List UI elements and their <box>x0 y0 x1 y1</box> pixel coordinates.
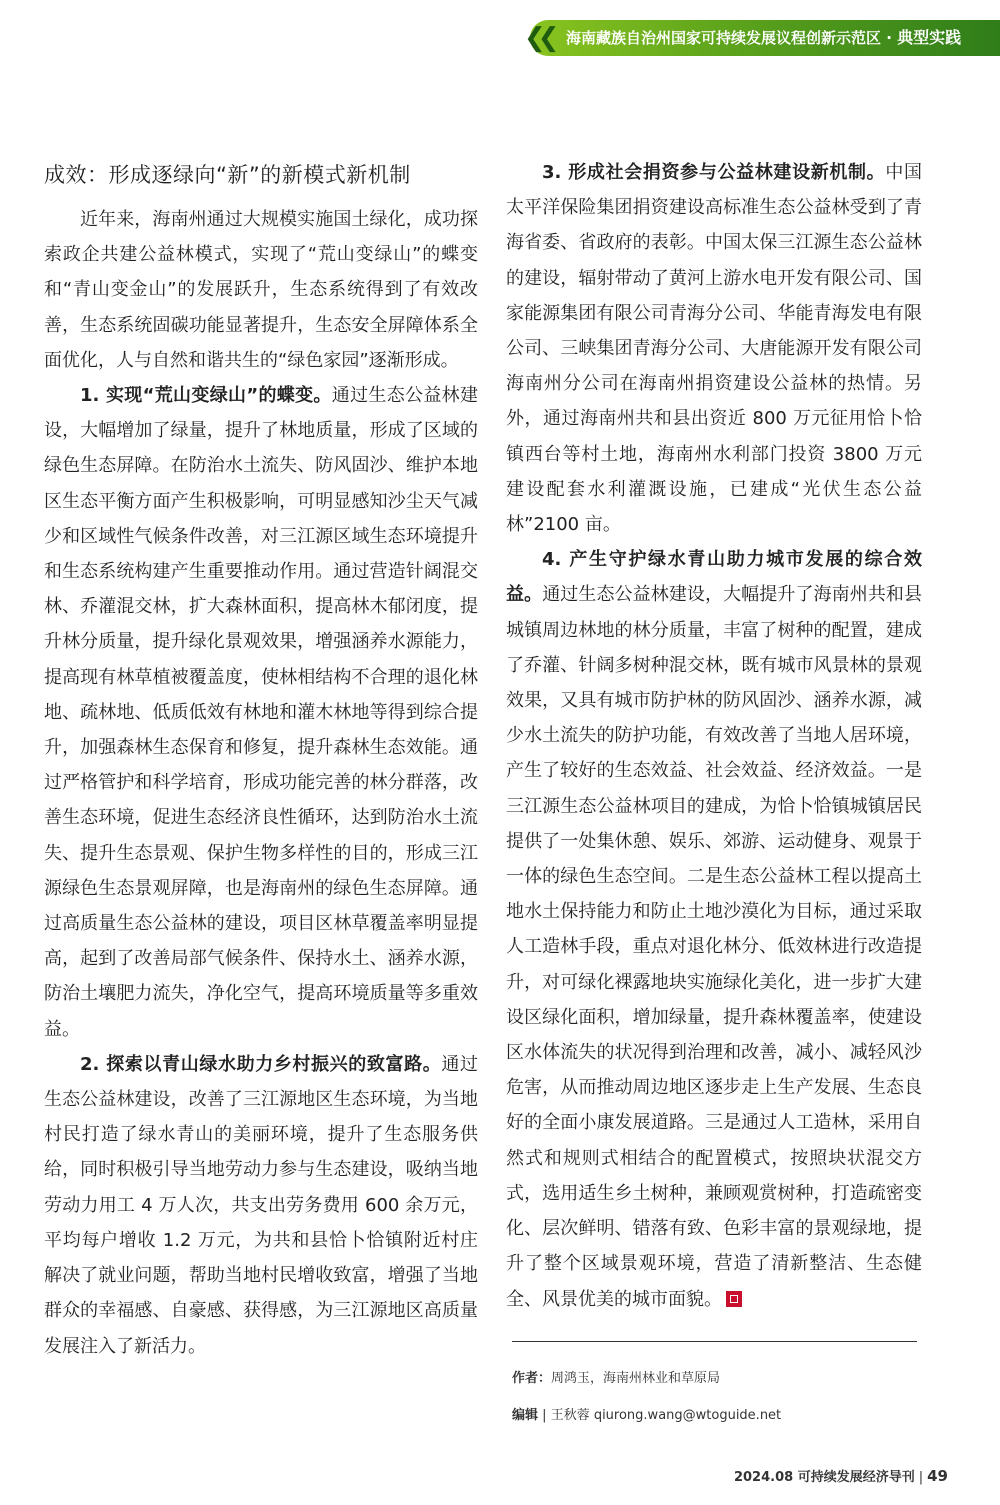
author-value: 周鸿玉，海南州林业和草原局 <box>551 1371 721 1386</box>
editor-credit <box>512 1404 781 1423</box>
point-1-body: 通过生态公益林建设，大幅增加了绿量，提升了林地质量，形成了区域的绿色生态屏障。在防治水土流失、防风固沙、维护本地区生态平衡方面产生积极影响，可明显感知沙尘天气减少和区域性气候条件改善，对三江源区域生态环境提升和生态系统构建产生重要推动作用。通过营造针阔混交林、乔灌混交林，扩大森林面积，提高林木郁闭度，提升林分质量，提升绿化景观效果，增强涵养水源能力，提高现有林草植被覆盖度，使林相结构不合理的退化林地、疏林地、低质低效有林地和灌木林地等得到综合提升，加强森林生态保育和修复，提升森林生态效能。通过严格管护和科学培育，形成功能完善的林分群落，改善生态环境，促进生态经济良性循环，达到防治水土流失、提升生态景观、保护生物多样性的目的，形成三江源绿色生态景观屏障，也是海南州的绿色生态屏障。通过高质量生态公益林的建设，项目区林草覆盖率明显提高，起到了改善局部气候条件、保持水土、涵养水源，防治土壤肥力流失，净化空气，提高环境质量等多重效益。 <box>44 385 478 1040</box>
right-column <box>506 155 922 1317</box>
point-4-title: 4. 产生守护绿水青山助力城市发展的综合效益。 <box>506 549 922 606</box>
editor-label: 编辑 <box>512 1408 539 1423</box>
point-3-paragraph <box>506 155 922 542</box>
point-3-title: 3. 形成社会捐资参与公益林建设新机制。 <box>542 162 886 183</box>
page-footer <box>734 1466 948 1485</box>
banner-title <box>566 20 961 56</box>
point-4-body: 通过生态公益林建设，大幅提升了海南州共和县城镇周边林地的林分质量，丰富了树种的配置，建成了乔灌、针阔多树种混交林，既有城市风景林的景观效果，又具有城市防护林的防风固沙、涵养水源，减少水土流失的防护功能，有效改善了当地人居环境，产生了较好的生态效益、社会效益、经济效益。一是三江源生态公益林项目的建成，为恰卜恰镇城镇居民提供了一处集休憩、娱乐、郊游、运动健身、观景于一体的绿色生态空间。二是生态公益林工程以提高土地水土保持能力和防止土地沙漠化为目标，通过采取人工造林手段，重点对退化林分、低效林进行改造提升，对可绿化裸露地块实施绿化美化，进一步扩大建设区绿化面积，增加绿量，提升森林覆盖率，使建设区水体流失的状况得到治理和改善，减小、减轻风沙危害，从而推动周边地区逐步走上生产发展、生态良好的全面小康发展道路。三是通过人工造林，采用自然式和规则式相结合的配置模式，按照块状混交方式，选用适生乡土树种，兼顾观赏树种，打造疏密变化、层次鲜明、错落有致、色彩丰富的景观绿地，提升了整个区域景观环境，营造了清新整洁、生态健全、风景优美的城市面貌。 <box>506 584 923 1310</box>
credits-divider <box>512 1341 917 1342</box>
page-number: 49 <box>927 1467 948 1485</box>
point-4-paragraph <box>506 542 922 1316</box>
section-banner <box>524 20 1000 56</box>
editor-separator: | <box>542 1408 547 1423</box>
double-chevron-left-icon: ❮❮ <box>524 23 552 53</box>
banner-main-text: 海南藏族自治州国家可持续发展议程创新示范区 · <box>566 29 898 47</box>
point-2-title: 2. 探索以青山绿水助力乡村振兴的致富路。 <box>80 1053 442 1075</box>
point-1-title: 1. 实现“荒山变绿山”的蝶变。 <box>80 385 332 407</box>
point-1-paragraph <box>44 378 478 1047</box>
point-2-body: 通过生态公益林建设，改善了三江源地区生态环境，为当地村民打造了绿水青山的美丽环境，提升了生态服务供给，同时积极引导当地劳动力参与生态建设，吸纳当地劳动力用工 4 万人次，共支出劳务费用 600 余万元，平均每户增收 1.2 万元，为共和县恰卜恰镇附近村庄解决了就业问题，帮助当地村民增收致富，增强了当地群众的幸福感、自豪感、获得感，为三江源地区高质量发展注入了新活力。 <box>44 1053 478 1357</box>
left-column <box>44 152 478 1364</box>
author-credit <box>512 1367 720 1386</box>
intro-paragraph: 近年来，海南州通过大规模实施国土绿化，成功探索政企共建公益林模式，实现了“荒山变绿山”的蝶变和“青山变金山”的发展跃升，生态系统得到了有效改善，生态系统固碳功能显著提升，生态安全屏障体系全面优化，人与自然和谐共生的“绿色家园”逐渐形成。 <box>44 209 478 371</box>
section-heading: 成效：形成逐绿向“新”的新模式新机制 <box>44 163 411 187</box>
issue-date: 2024.08 <box>733 1470 794 1485</box>
banner-emphasis-text: 典型实践 <box>897 28 962 47</box>
end-mark-icon <box>726 1291 742 1307</box>
point-3-body: 中国太平洋保险集团捐资建设高标准生态公益林受到了青海省委、省政府的表彰。中国太保三江源生态公益林的建设，辐射带动了黄河上游水电开发有限公司、国家能源集团有限公司青海分公司、华能青海发电有限公司、三峡集团青海分公司、大唐能源开发有限公司海南州分公司在海南州捐资建设公益林的热情。另外，通过海南州共和县出资近 800 万元征用恰卜恰镇西台等村土地，海南州水利部门投资 3800 万元建设配套水利灌溉设施，已建成“光伏生态公益林”2100 亩。 <box>506 162 922 536</box>
author-label: 作者： <box>512 1371 552 1386</box>
point-2-paragraph <box>44 1047 478 1364</box>
editor-value: 王秋蓉 qiurong.wang@wtoguide.net <box>550 1408 782 1423</box>
magazine-name: 可持续发展经济导刊 <box>797 1470 915 1485</box>
footer-separator: | <box>918 1470 924 1485</box>
